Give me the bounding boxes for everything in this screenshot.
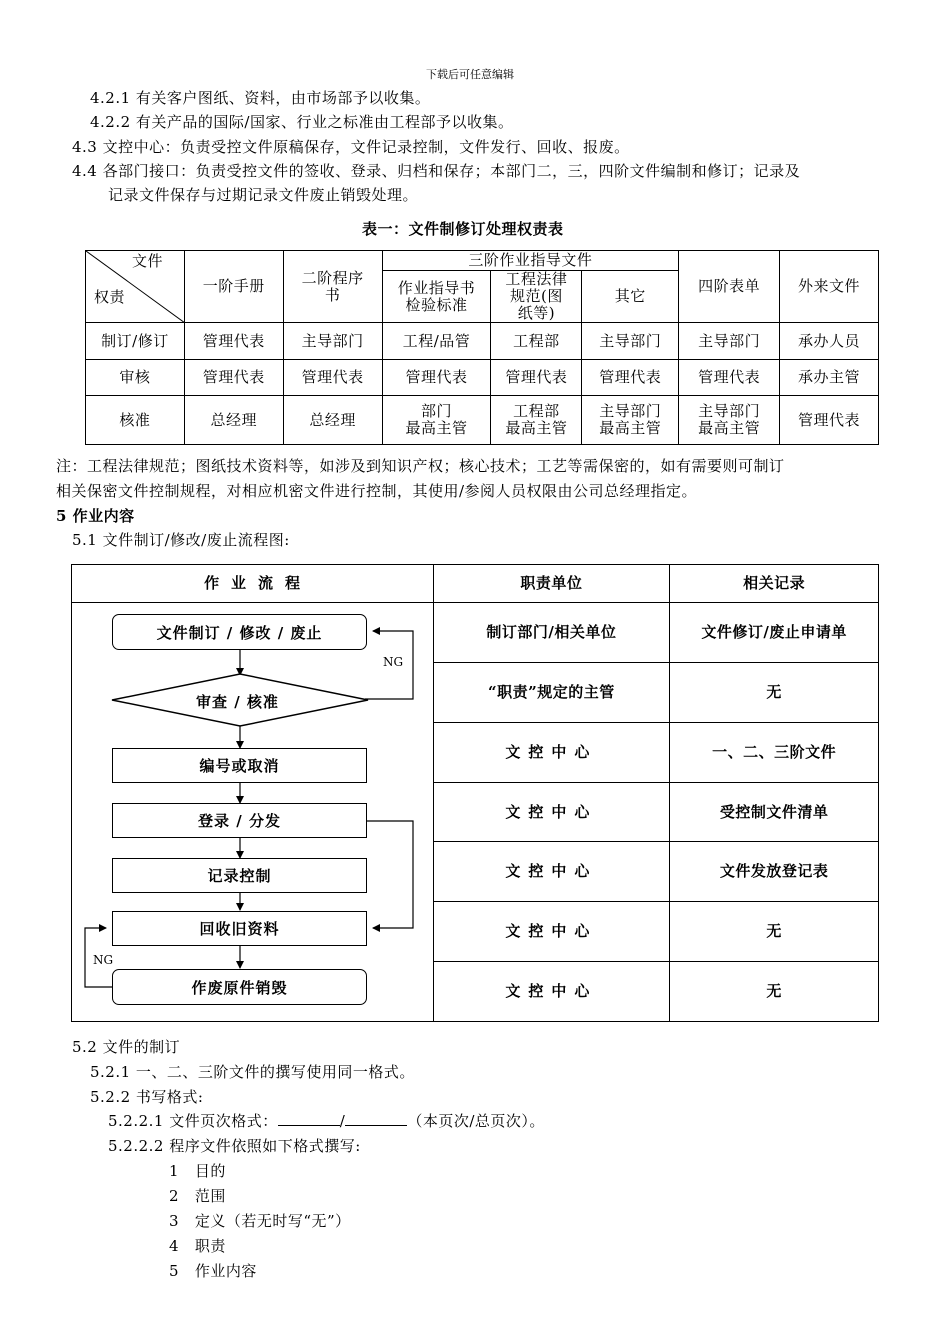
clause-4-3: 4.3 文控中心：负责受控文件原稿保存，文件记录控制，文件发行、回收、报废。: [72, 138, 630, 156]
sub-col-instructions: [382, 271, 491, 323]
unit-cell: 文控中心: [433, 902, 670, 962]
sub-col-other: 其它: [582, 271, 679, 323]
table-cell: [582, 396, 679, 445]
list-item: 3 定义（若无时写“无”）: [169, 1212, 351, 1230]
sub-b-l3: 纸等): [517, 304, 556, 322]
clause-5-2-1: 5.2.1 一、二、三阶文件的撰写使用同一格式。: [90, 1063, 415, 1081]
table-cell: 主导部门: [283, 323, 382, 360]
list-item: 5 作业内容: [169, 1262, 257, 1280]
table-cell: 承办主管: [780, 360, 879, 396]
record-cell: 文件修订/废止申请单: [670, 603, 879, 663]
table-cell: 总经理: [283, 396, 382, 445]
header-watermark: 下载后可任意编辑: [426, 68, 514, 81]
flow-step-recall: 回收旧资料: [112, 911, 367, 946]
col-record-header: 相关记录: [670, 565, 879, 603]
authority-table: [85, 250, 879, 445]
table-cell: 管理代表: [382, 360, 491, 396]
flow-step-review: 审查 / 核准: [196, 693, 279, 711]
col-flow-header: 作 业 流 程: [72, 565, 434, 603]
note-line2: 相关保密文件控制规程，对相应机密文件进行控制，其使用/参阅人员权限由公司总经理指定。: [56, 482, 698, 500]
table1-title: 表一：文件制修订处理权责表: [362, 220, 564, 238]
section5-title: 5 作业内容: [56, 507, 135, 525]
record-cell: 受控制文件清单: [670, 783, 879, 842]
table-row: [86, 323, 879, 360]
unit-cell: 文控中心: [433, 783, 670, 842]
table-cell: 总经理: [184, 396, 283, 445]
ng-label-destroy: NG: [93, 953, 114, 967]
row-label: 制订/修订: [86, 323, 185, 360]
clause-5-1: 5.1 文件制订/修改/废止流程图:: [72, 531, 290, 549]
ng-label-review: NG: [383, 655, 404, 669]
table-row: [86, 360, 879, 396]
cell-line: 最高主管: [505, 419, 568, 437]
table-cell: 管理代表: [780, 396, 879, 445]
table-cell: 管理代表: [184, 360, 283, 396]
record-cell: 无: [670, 902, 879, 962]
corner-cell: [86, 251, 185, 323]
clause-5-2-2: 5.2.2 书写格式:: [90, 1088, 204, 1106]
col-stage4: 四阶表单: [679, 251, 780, 323]
table-cell: 工程/品管: [382, 323, 491, 360]
record-cell: 无: [670, 962, 879, 1022]
col-external: 外来文件: [780, 251, 879, 323]
col-stage2: [283, 251, 382, 323]
table-cell: [491, 396, 582, 445]
cell-line: 最高主管: [599, 419, 662, 437]
clause-4-4-line1: 4.4 各部门接口：负责受控文件的签收、登录、归档和保存；本部门二，三，四阶文件编制和修订；记录及: [72, 162, 801, 180]
unit-cell: 文控中心: [433, 962, 670, 1022]
clause-4-4-line2: 记录文件保存与过期记录文件废止销毁处理。: [108, 186, 419, 204]
record-cell: 无: [670, 663, 879, 723]
table-row: [86, 396, 879, 445]
flow-step-destroy: 作废原件销毁: [112, 969, 367, 1005]
note-line1: 注：工程法律规范；图纸技术资料等，如涉及到知识产权；核心技术；工艺等需保密的，如有需要则可制订: [56, 457, 785, 475]
page-separator: /: [339, 1112, 346, 1130]
flow-step-record-control: 记录控制: [112, 858, 367, 893]
sub-b-l1: 工程法律: [505, 270, 568, 288]
cell-line: 主导部门: [599, 402, 662, 420]
sub-a-l1: 作业指导书: [397, 278, 476, 297]
clause-4-2-2: 4.2.2 有关产品的国际/国家、行业之标准由工程部予以收集。: [90, 113, 514, 131]
list-item: 2 范围: [169, 1187, 226, 1205]
cell-line: 部门: [421, 402, 453, 420]
table-cell: [679, 396, 780, 445]
cell-line: 主导部门: [698, 402, 761, 420]
record-cell: 文件发放登记表: [670, 842, 879, 902]
unit-cell: “职责”规定的主管: [433, 663, 670, 723]
record-cell: 一、二、三阶文件: [670, 723, 879, 783]
row-label: 核准: [86, 396, 185, 445]
table-cell: [382, 396, 491, 445]
table-cell: 管理代表: [491, 360, 582, 396]
clause-4-2-1: 4.2.1 有关客户图纸、资料，由市场部予以收集。: [90, 89, 431, 107]
list-item: 4 职责: [169, 1237, 226, 1255]
flow-step-register: 登录 / 分发: [112, 803, 367, 838]
sub-col-legal: [491, 271, 582, 323]
blank-current-page: [278, 1111, 340, 1126]
corner-top-label: 文件: [132, 252, 164, 270]
clause-5-2-2-1: [108, 1111, 545, 1131]
flow-step-create: 文件制订 / 修改 / 废止: [112, 614, 367, 650]
table-cell: 管理代表: [582, 360, 679, 396]
cell-line: 最高主管: [698, 419, 761, 437]
list-item: 1 目的: [169, 1162, 226, 1180]
flow-step-numbering: 编号或取消: [112, 748, 367, 783]
corner-bottom-label: 权责: [94, 288, 126, 306]
table-cell: 主导部门: [582, 323, 679, 360]
unit-cell: 文控中心: [433, 842, 670, 902]
col-stage2-l2: 书: [324, 285, 341, 304]
page-format-note: （本页次/总页次）。: [407, 1112, 545, 1130]
clause-5-2-2-2: 5.2.2.2 程序文件依照如下格式撰写:: [108, 1137, 361, 1155]
col-unit-header: 职责单位: [433, 565, 670, 603]
page-format-label: 5.2.2.1 文件页次格式：: [108, 1112, 278, 1130]
blank-total-page: [345, 1111, 407, 1126]
col-stage2-l1: 二阶程序: [301, 268, 364, 287]
clause-5-2: 5.2 文件的制订: [72, 1038, 181, 1056]
col-stage3: 三阶作业指导文件: [382, 251, 679, 271]
col-stage1: 一阶手册: [184, 251, 283, 323]
cell-line: 工程部: [513, 402, 560, 420]
table-cell: 管理代表: [679, 360, 780, 396]
table-cell: 工程部: [491, 323, 582, 360]
unit-cell: 制订部门/相关单位: [433, 603, 670, 663]
table-cell: 管理代表: [283, 360, 382, 396]
table-cell: 管理代表: [184, 323, 283, 360]
sub-a-l2: 检验标准: [405, 295, 468, 314]
table-cell: 承办人员: [780, 323, 879, 360]
table-cell: 主导部门: [679, 323, 780, 360]
sub-b-l2: 规范(图: [509, 287, 563, 305]
unit-cell: 文控中心: [433, 723, 670, 783]
row-label: 审核: [86, 360, 185, 396]
cell-line: 最高主管: [405, 419, 468, 437]
